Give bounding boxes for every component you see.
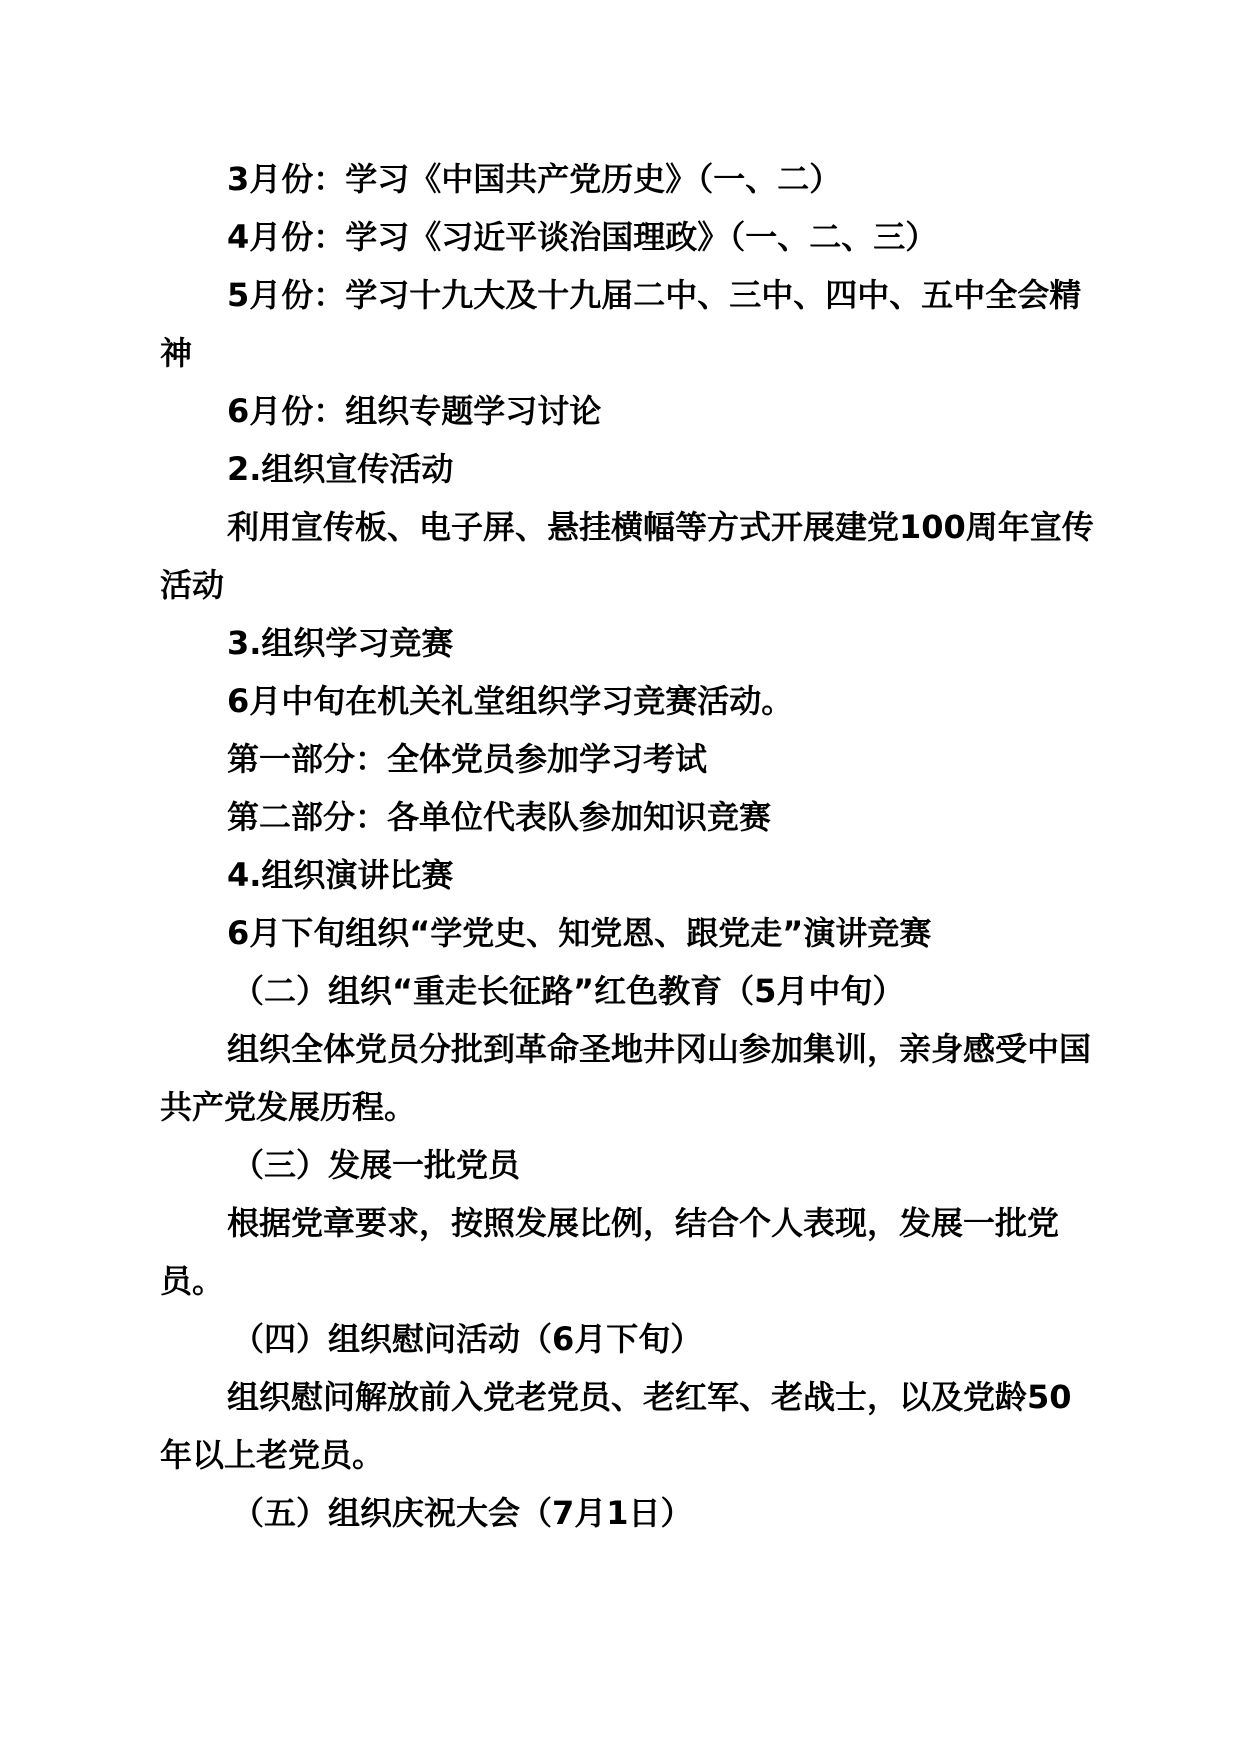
paragraph-may: 5月份：学习十九大及十九届二中、三中、四中、五中全会精神 [160, 276, 1082, 372]
heading-section-four: （四）组织慰问活动（6月下旬） [232, 1320, 703, 1358]
paragraph-april: 4月份：学习《习近平谈治国理政》（一、二、三） [227, 218, 938, 256]
paragraph-section-three: 根据党章要求，按照发展比例，结合个人表现，发展一批党员。 [160, 1204, 1060, 1300]
paragraph-competition: 6月中旬在机关礼堂组织学习竞赛活动。 [227, 682, 794, 720]
heading-competition: 3.组织学习竞赛 [227, 624, 454, 662]
paragraph-section-two: 组织全体党员分批到革命圣地井冈山参加集训，亲身感受中国共产党发展历程。 [160, 1030, 1092, 1126]
heading-section-two: （二）组织“重走长征路”红色教育（5月中旬） [232, 972, 905, 1010]
document-body [160, 150, 1100, 1542]
paragraph-june: 6月份：组织专题学习讨论 [227, 392, 602, 430]
paragraph-march: 3月份：学习《中国共产党历史》（一、二） [227, 160, 842, 198]
heading-publicity: 2.组织宣传活动 [227, 450, 454, 488]
heading-section-three: （三）发展一批党员 [232, 1146, 521, 1184]
heading-section-five: （五）组织庆祝大会（7月1日） [232, 1494, 693, 1532]
paragraph-part-one: 第一部分：全体党员参加学习考试 [227, 740, 708, 778]
paragraph-publicity: 利用宣传板、电子屏、悬挂横幅等方式开展建党100周年宣传活动 [160, 508, 1094, 604]
paragraph-part-two: 第二部分：各单位代表队参加知识竞赛 [227, 798, 772, 836]
heading-speech: 4.组织演讲比赛 [227, 856, 454, 894]
paragraph-speech: 6月下旬组织“学党史、知党恩、跟党走”演讲竞赛 [227, 914, 932, 952]
paragraph-section-four: 组织慰问解放前入党老党员、老红军、老战士，以及党龄50年以上老党员。 [160, 1378, 1072, 1474]
